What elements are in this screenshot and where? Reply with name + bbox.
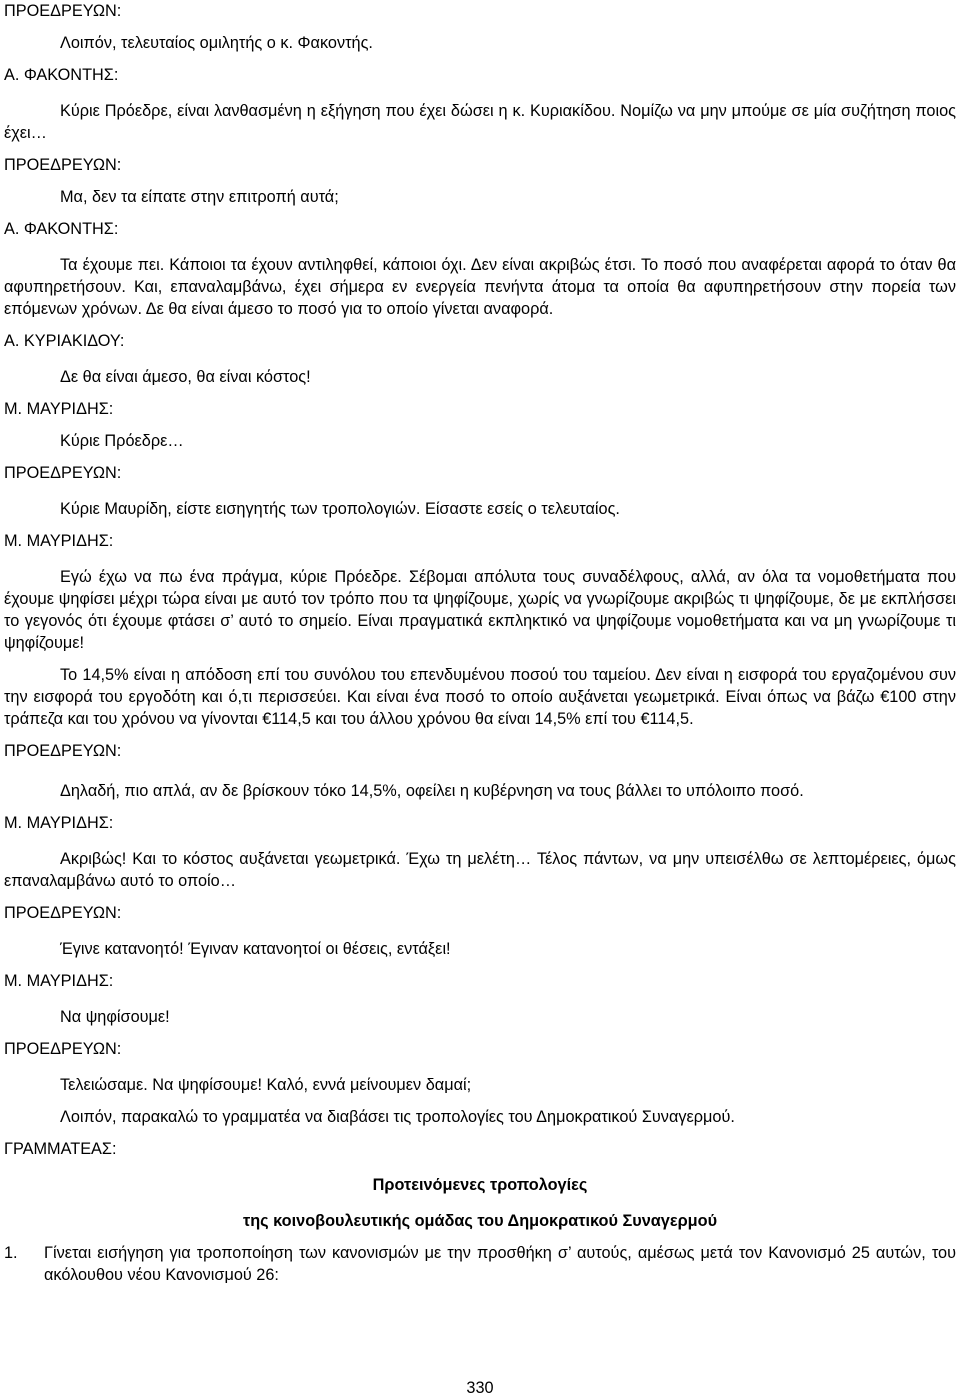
utterance: Λοιπόν, τελευταίος ομιλητής ο κ. Φακοντής. bbox=[60, 34, 373, 52]
speaker-label: ΠΡΟΕΔΡΕΥΩΝ: bbox=[4, 156, 122, 174]
utterance: Δε θα είναι άμεσο, θα είναι κόστος! bbox=[60, 368, 311, 386]
speaker-label: Α. ΦΑΚΟΝΤΗΣ: bbox=[4, 66, 119, 84]
page-number: 330 bbox=[466, 1379, 494, 1397]
numbered-item bbox=[4, 1242, 956, 1286]
utterance: Ακριβώς! Και το κόστος αυξάνεται γεωμετρικά. Έχω τη μελέτη… Τέλος πάντων, να μην υπεισέλθω σε λεπτομέρειες, όμως επαναλαμβάνω αυτό το οποίο… bbox=[4, 850, 956, 890]
utterance: Κύριε Μαυρίδη, είστε εισηγητής των τροπολογιών. Είσαστε εσείς ο τελευταίος. bbox=[60, 500, 620, 518]
speaker-label: ΠΡΟΕΔΡΕΥΩΝ: bbox=[4, 742, 122, 760]
section-subtitle: της κοινοβουλευτικής ομάδας του Δημοκρατικού Συναγερμού bbox=[242, 1212, 718, 1230]
speaker-label: ΠΡΟΕΔΡΕΥΩΝ: bbox=[4, 904, 122, 922]
speaker-label: ΠΡΟΕΔΡΕΥΩΝ: bbox=[4, 1040, 122, 1058]
speaker-label: Μ. ΜΑΥΡΙΔΗΣ: bbox=[4, 400, 114, 418]
utterance: Λοιπόν, παρακαλώ το γραμματέα να διαβάσει τις τροπολογίες του Δημοκρατικού Συναγερμού. bbox=[60, 1108, 735, 1126]
speaker-label: ΠΡΟΕΔΡΕΥΩΝ: bbox=[4, 464, 122, 482]
utterance: Τελειώσαμε. Να ψηφίσουμε! Καλό, εννά μείνουμεν δαμαί; bbox=[60, 1076, 472, 1094]
utterance: Να ψηφίσουμε! bbox=[60, 1008, 170, 1026]
utterance: Κύριε Πρόεδρε, είναι λανθασμένη η εξήγηση που έχει δώσει η κ. Κυριακίδου. Νομίζω να μην μπούμε σε μία συζήτηση ποιος έχει… bbox=[4, 102, 956, 142]
utterance: Κύριε Πρόεδρε… bbox=[60, 432, 184, 450]
speaker-label: Μ. ΜΑΥΡΙΔΗΣ: bbox=[4, 814, 114, 832]
speaker-label: Μ. ΜΑΥΡΙΔΗΣ: bbox=[4, 972, 114, 990]
utterance: Μα, δεν τα είπατε στην επιτροπή αυτά; bbox=[60, 188, 339, 206]
utterance: Έγινε κατανοητό! Έγιναν κατανοητοί οι θέσεις, εντάξει! bbox=[60, 940, 451, 958]
utterance: Το 14,5% είναι η απόδοση επί του συνόλου του επενδυμένου ποσού του ταμείου. Δεν είναι η εισφορά του εργαζομένου συν την εισφορά του εργοδότη και ό,τι περισσεύει. Και είναι ένα ποσό το οποίο αυξάνεται γεωμετρικά. Είναι όπως να βάζω €100 στην τράπεζα και του χρόνου να γίνονται €114,5 και του άλλου χρόνου θα είναι 14,5% επί του €114,5. bbox=[4, 666, 956, 728]
speaker-label: ΠΡΟΕΔΡΕΥΩΝ: bbox=[4, 2, 122, 20]
speaker-label: Α. ΚΥΡΙΑΚΙΔΟΥ: bbox=[4, 332, 125, 350]
utterance: Δηλαδή, πιο απλά, αν δε βρίσκουν τόκο 14,5%, οφείλει η κυβέρνηση να τους βάλλει το υπόλοιπο ποσό. bbox=[60, 782, 804, 800]
speaker-label: Α. ΦΑΚΟΝΤΗΣ: bbox=[4, 220, 119, 238]
section-title: Προτεινόμενες τροπολογίες bbox=[372, 1176, 588, 1194]
utterance: Εγώ έχω να πω ένα πράγμα, κύριε Πρόεδρε. Σέβομαι απόλυτα τους συναδέλφους, αλλά, αν όλα τα νομοθετήματα που έχουμε ψηφίσει μέχρι τώρα είναι με αυτό τον τρόπο που τα ψηφίζουμε, χωρίς να γνωρίζουμε ακριβώς τι ψηφίζουμε, δε με εκπλήσσει το γεγονός ότι έχουμε φτάσει σ’ αυτό το σημείο. Είναι πραγματικά εκπληκτικό να ψηφίζουμε νομοθετήματα και να μη γνωρίζουμε τι ψηφίζουμε! bbox=[4, 568, 956, 652]
speaker-label: ΓΡΑΜΜΑΤΕΑΣ: bbox=[4, 1140, 117, 1158]
speaker-label: Μ. ΜΑΥΡΙΔΗΣ: bbox=[4, 532, 114, 550]
utterance: Τα έχουμε πει. Κάποιοι τα έχουν αντιληφθεί, κάποιοι όχι. Δεν είναι ακριβώς έτσι. Το ποσό που αναφέρεται αφορά το όταν θα αφυπηρετήσουν. Και, επαναλαμβάνω, έχει σήμερα εν ενεργεία πενήντα άτομα τα οποία θα αφυπηρετήσουν στην πορεία των επόμενων χρόνων. Δε θα είναι άμεσο το ποσό για το οποίο γίνεται αναφορά. bbox=[4, 256, 956, 318]
item-number: 1. bbox=[4, 1244, 18, 1262]
item-text: Γίνεται εισήγηση για τροποποίηση των κανονισμών με την προσθήκη σ’ αυτούς, αμέσως μετά τον Κανονισμό 25 αυτών, του ακόλουθου νέου Κανονισμού 26: bbox=[44, 1244, 956, 1284]
transcript-page bbox=[4, 0, 956, 1286]
